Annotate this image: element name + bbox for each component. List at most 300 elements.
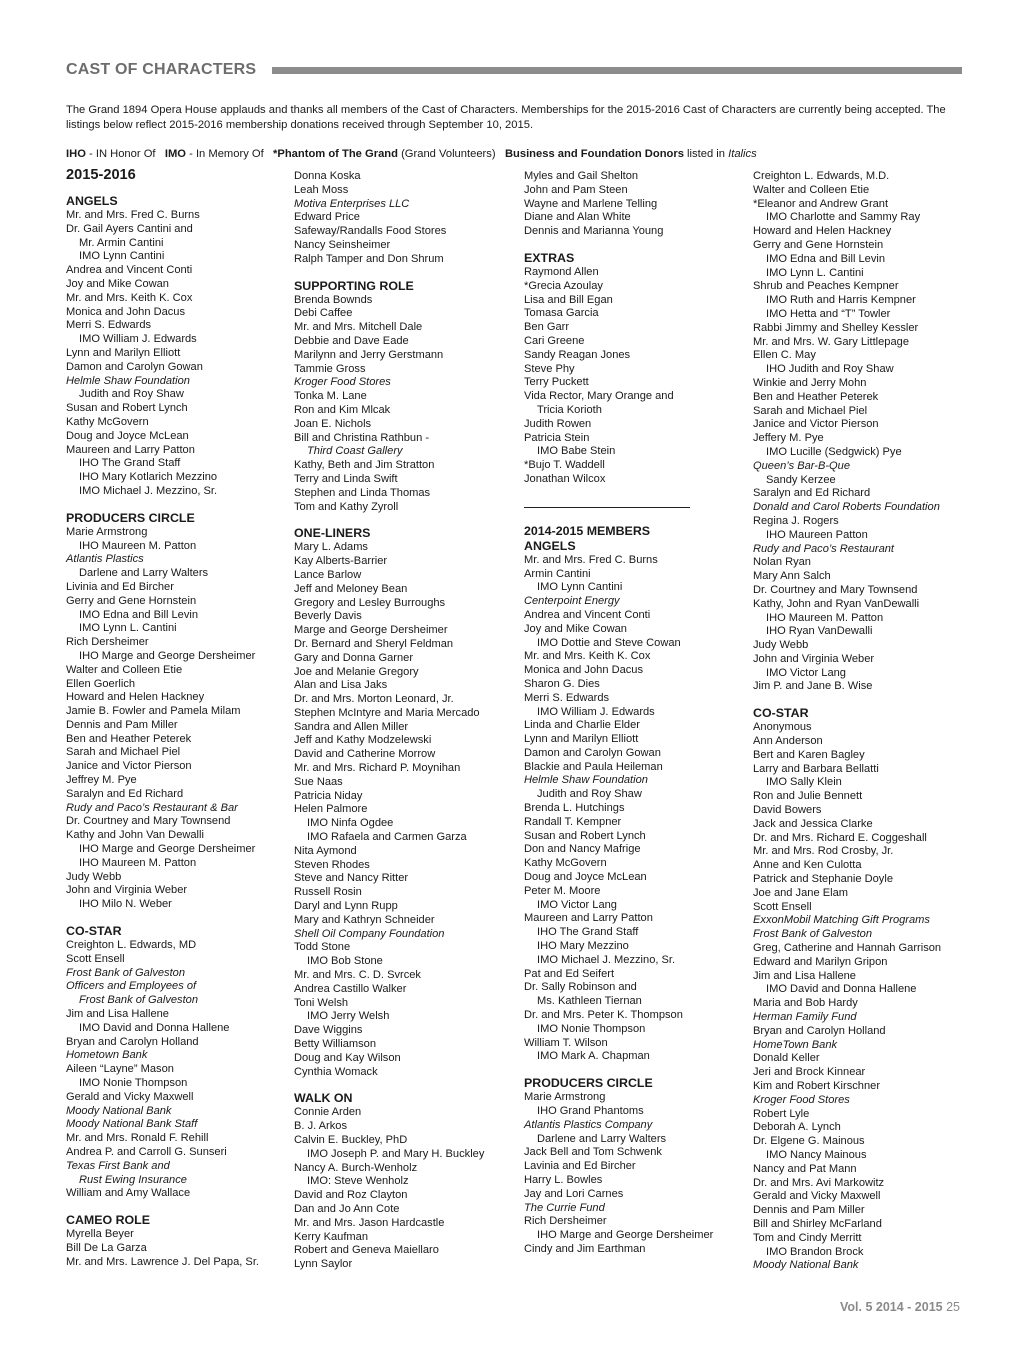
donor-entry: Dr. Sally Robinson and <box>524 981 637 994</box>
column-4 <box>753 170 975 1273</box>
donor-entry: Gerry and Gene Hornstein <box>66 594 197 607</box>
page-footer <box>840 1300 960 1314</box>
donor-honoree-entry: IHO Maureen M. Patton <box>79 856 197 869</box>
donor-entry: Kathy and John Van Dewalli <box>66 829 204 842</box>
donor-entry: Janice and Victor Pierson <box>66 760 192 773</box>
donor-entry: Tonka M. Lane <box>294 390 367 403</box>
donor-entry: Sarah and Michael Piel <box>66 746 181 759</box>
donor-entry: Dan and Jo Ann Cote <box>294 1202 400 1215</box>
donor-entry: Daryl and Lynn Rupp <box>294 900 398 913</box>
donor-entry: Helmle Shaw Foundation <box>524 774 648 787</box>
donor-entry: Rich Dersheimer <box>524 1215 607 1228</box>
donor-honoree-entry: Rust Ewing Insurance <box>79 1173 187 1186</box>
donor-entry: Todd Stone <box>294 941 351 954</box>
donor-entry: John and Virginia Weber <box>753 652 875 665</box>
donor-honoree-entry: IHO The Grand Staff <box>537 926 639 939</box>
donor-entry: Lavinia and Ed Bircher <box>524 1160 636 1173</box>
donor-entry: Dr. and Mrs. Avi Markowitz <box>753 1176 885 1189</box>
donor-entry: Robert and Geneva Maiellaro <box>294 1244 439 1257</box>
donor-entry: Rabbi Jimmy and Shelley Kessler <box>753 321 919 334</box>
donor-entry: Mr. and Mrs. Keith K. Cox <box>524 650 651 663</box>
donor-entry: Texas First Bank and <box>66 1159 170 1172</box>
donor-entry: Saralyn and Ed Richard <box>66 787 184 800</box>
donor-honoree-entry: IMO Hetta and “T” Towler <box>766 307 891 320</box>
donor-entry: Regina J. Rogers <box>753 514 839 527</box>
section-heading: WALK ON <box>294 1091 353 1106</box>
legend-phantom-label: *Phantom of The Grand <box>273 148 398 160</box>
donor-entry: Moody National Bank Staff <box>66 1118 198 1131</box>
donor-honoree-entry: Ms. Kathleen Tiernan <box>537 995 642 1008</box>
donor-entry: Jeff and Kathy Modzelewski <box>294 734 432 747</box>
donor-entry: Mr. and Mrs. Richard P. Moynihan <box>294 762 461 775</box>
legend <box>66 147 956 162</box>
column-3 <box>524 170 746 1257</box>
donor-entry: Tomasa Garcia <box>524 307 599 320</box>
legend-business-label: Business and Foundation Donors <box>504 148 684 160</box>
donor-entry: Sue Naas <box>294 775 343 788</box>
donor-entry: Mary and Kathryn Schneider <box>294 913 435 926</box>
donor-entry: Mr. and Mrs. Jason Hardcastle <box>294 1216 445 1229</box>
donor-honoree-entry: IMO Victor Lang <box>537 898 617 911</box>
section-heading: ANGELS <box>66 194 118 208</box>
donor-entry: Joy and Mike Cowan <box>524 622 627 635</box>
page-header <box>66 58 962 82</box>
donor-honoree-entry: IMO Nonie Thompson <box>79 1077 188 1090</box>
donor-entry: Maria and Bob Hardy <box>753 997 858 1010</box>
donor-entry: Donald and Carol Roberts Foundation <box>753 501 940 514</box>
donor-entry: Russell Rosin <box>294 886 362 899</box>
donor-entry: Ron and Julie Bennett <box>753 790 863 803</box>
donor-entry: Brenda L. Hutchings <box>524 802 625 815</box>
section-heading: CO-STAR <box>753 706 809 721</box>
donor-entry: Atlantis Plastics Company <box>524 1118 653 1131</box>
donor-entry: Scott Ensell <box>66 952 125 965</box>
donor-entry: Moody National Bank <box>66 1104 172 1117</box>
section-heading: PRODUCERS CIRCLE <box>66 510 195 525</box>
donor-entry: Walter and Colleen Etie <box>753 183 870 196</box>
donor-entry: Steven Rhodes <box>294 858 370 871</box>
donor-honoree-entry: IMO William J. Edwards <box>79 333 197 346</box>
donor-entry: Kathy, Beth and Jim Stratton <box>294 459 435 472</box>
section-heading: SUPPORTING ROLE <box>294 278 414 293</box>
donor-entry: Kathy McGovern <box>524 857 607 870</box>
donor-entry: Patricia Stein <box>524 431 590 444</box>
donor-entry: Linda and Charlie Elder <box>524 719 640 732</box>
donor-entry: Rudy and Paco’s Restaurant <box>753 542 895 555</box>
donor-honoree-entry: IMO Lynn L. Cantini <box>79 622 177 635</box>
donor-entry: Jack and Jessica Clarke <box>753 817 873 830</box>
donor-honoree-entry: IMO David and Donna Hallene <box>79 1021 230 1034</box>
donor-honoree-entry: IHO Grand Phantoms <box>537 1105 644 1118</box>
donor-honoree-entry: Judith and Roy Shaw <box>79 388 184 401</box>
donor-entry: Ellen C. May <box>753 349 816 362</box>
donor-entry: Sandy Reagan Jones <box>524 348 631 361</box>
donor-honoree-entry: IMO William J. Edwards <box>537 705 655 718</box>
donor-honoree-entry: IMO Babe Stein <box>537 445 616 458</box>
donor-entry: Jeffery M. Pye <box>753 432 824 445</box>
donor-honoree-entry: IMO Ruth and Harris Kempner <box>766 294 916 307</box>
donor-entry: Dennis and Marianna Young <box>524 225 664 238</box>
donor-entry: Mary Ann Salch <box>753 570 831 583</box>
donor-honoree-entry: IHO The Grand Staff <box>79 457 181 470</box>
footer-volume: Vol. 5 2014 - 2015 <box>839 1300 943 1314</box>
donor-entry: Maureen and Larry Patton <box>66 443 195 456</box>
donor-entry: Beverly Davis <box>294 610 362 623</box>
donor-entry: Doug and Kay Wilson <box>294 1051 401 1064</box>
donor-honoree-entry: IMO Brandon Brock <box>766 1245 864 1258</box>
donor-entry: Cynthia Womack <box>294 1065 378 1078</box>
donor-entry: HomeTown Bank <box>753 1038 838 1051</box>
donor-entry: Safeway/Randalls Food Stores <box>294 225 447 238</box>
header-rule <box>264 67 962 74</box>
donor-entry: Rich Dersheimer <box>66 636 149 649</box>
donor-entry: Harry L. Bowles <box>524 1174 603 1186</box>
donor-honoree-entry: IHO Marge and George Dersheimer <box>537 1229 714 1242</box>
column-1 <box>66 167 288 1270</box>
donor-entry: Nita Aymond <box>294 844 357 857</box>
donor-honoree-entry: Darlene and Larry Walters <box>79 567 209 580</box>
donor-entry: Greg, Catherine and Hannah Garrison <box>753 942 942 955</box>
donor-entry: Shrub and Peaches Kempner <box>753 280 899 293</box>
donor-entry: Jeffrey M. Pye <box>66 774 137 787</box>
donor-entry: Judith Rowen <box>524 417 592 430</box>
donor-entry: Mr. and Mrs. Rod Crosby, Jr. <box>753 845 894 858</box>
donor-entry: Vida Rector, Mary Orange and <box>524 390 674 403</box>
donor-entry: Debbie and Dave Eade <box>294 334 409 347</box>
donor-entry: Lynn and Marilyn Elliott <box>524 733 639 746</box>
donor-entry: Cari Greene <box>524 334 585 347</box>
donor-entry: Hometown Bank <box>66 1049 148 1062</box>
donor-entry: John and Virginia Weber <box>66 884 188 897</box>
legend-business-text: listed in <box>683 148 729 160</box>
donor-entry: Gerry and Gene Hornstein <box>753 238 884 251</box>
donor-entry: Gerald and Vicky Maxwell <box>753 1190 881 1203</box>
donor-honoree-entry: IMO Mark A. Chapman <box>537 1050 650 1063</box>
donor-honoree-entry: IMO Jerry Welsh <box>307 1010 390 1023</box>
donor-entry: Ralph Tamper and Don Shrum <box>294 252 444 265</box>
donor-entry: Joe and Jane Elam <box>753 886 848 899</box>
donor-honoree-entry: IMO Victor Lang <box>766 666 846 679</box>
donor-entry: Kroger Food Stores <box>753 1093 850 1106</box>
donor-entry: Mr. and Mrs. Lawrence J. Del Papa, Sr. <box>66 1255 259 1268</box>
donor-entry: Nolan Ryan <box>753 556 811 569</box>
donor-honoree-entry: Sandy Kerzee <box>766 473 836 486</box>
year-heading: 2015-2016 <box>66 167 136 183</box>
donor-entry: Lance Barlow <box>294 568 362 581</box>
donor-entry: Dr. Courtney and Mary Townsend <box>753 583 918 596</box>
donor-entry: Marilynn and Jerry Gerstmann <box>294 348 444 361</box>
donor-entry: Sarah and Michael Piel <box>753 404 868 417</box>
donor-entry: Nancy and Pat Mann <box>753 1162 857 1175</box>
section-heading: EXTRAS <box>524 250 575 265</box>
donor-entry: Jay and Lori Carnes <box>524 1187 624 1200</box>
section-heading: CO-STAR <box>66 924 122 939</box>
donor-honoree-entry: IMO Nancy Mainous <box>766 1148 867 1161</box>
donor-entry: Dennis and Pam Miller <box>66 718 178 731</box>
donor-entry: Howard and Helen Hackney <box>753 225 892 238</box>
donor-honoree-entry: IHO Marge and George Dersheimer <box>79 843 256 856</box>
donor-entry: Joan E. Nichols <box>294 417 372 430</box>
donor-entry: Tammie Gross <box>294 362 366 375</box>
donor-honoree-entry: IHO Maureen M. Patton <box>766 611 884 624</box>
donor-entry: Dr. and Mrs. Richard E. Coggeshall <box>753 831 927 844</box>
donor-entry: Atlantis Plastics <box>66 553 144 566</box>
donor-entry: Gerald and Vicky Maxwell <box>66 1090 194 1103</box>
donor-entry: Calvin E. Buckley, PhD <box>294 1134 408 1146</box>
donor-entry: Diane and Alan White <box>524 211 631 224</box>
donor-entry: Rudy and Paco’s Restaurant & Bar <box>66 801 238 814</box>
donor-entry: Nancy Seinsheimer <box>294 238 391 251</box>
donor-honoree-entry: IMO Lucille (Sedgwick) Pye <box>766 445 902 458</box>
donor-entry: Betty Williamson <box>294 1038 376 1051</box>
donor-entry: Patrick and Stephanie Doyle <box>753 873 893 886</box>
donor-entry: Andrea and Vincent Conti <box>66 264 193 277</box>
donor-entry: *Bujo T. Waddell <box>524 459 605 472</box>
donor-entry: B. J. Arkos <box>294 1120 348 1133</box>
donor-entry: Merri S. Edwards <box>66 319 152 332</box>
donor-entry: Bert and Karen Bagley <box>753 748 865 761</box>
donor-entry: The Currie Fund <box>524 1201 605 1214</box>
donor-entry: Howard and Helen Hackney <box>66 691 205 704</box>
donor-entry: Herman Family Fund <box>753 1011 857 1024</box>
donor-entry: Alan and Lisa Jaks <box>294 679 388 692</box>
donor-entry: Sharon G. Dies <box>524 677 600 690</box>
donor-honoree-entry: IMO Nonie Thompson <box>537 1022 646 1035</box>
donor-entry: Jim P. and Jane B. Wise <box>753 680 873 693</box>
donor-entry: Steve Phy <box>524 362 575 375</box>
donor-entry: Dr. Gail Ayers Cantini and <box>66 222 193 235</box>
donor-honoree-entry: IMO Lynn Cantini <box>79 250 165 263</box>
donor-entry: Cindy and Jim Earthman <box>524 1242 646 1255</box>
donor-entry: Scott Ensell <box>753 900 812 913</box>
donor-honoree-entry: IHO Mary Mezzino <box>537 940 629 953</box>
donor-entry: Helen Palmore <box>294 803 368 816</box>
donor-honoree-entry: IMO: Steve Wenholz <box>307 1175 409 1188</box>
donor-entry: Terry Puckett <box>524 376 589 389</box>
donor-entry: ExxonMobil Matching Gift Programs <box>753 914 930 927</box>
donor-honoree-entry: IMO Ninfa Ogdee <box>307 817 394 830</box>
donor-entry: Dr. and Mrs. Morton Leonard, Jr. <box>294 693 454 706</box>
donor-entry: Patricia Niday <box>294 789 363 802</box>
donor-entry: David and Catherine Morrow <box>294 748 436 761</box>
donor-entry: Donna Koska <box>294 170 361 182</box>
donor-entry: Creighton L. Edwards, MD <box>66 939 197 952</box>
donor-honoree-entry: Mr. Armin Cantini <box>79 236 164 249</box>
donor-entry: Kerry Kaufman <box>294 1230 368 1243</box>
donor-entry: Toni Welsh <box>294 996 349 1009</box>
donor-entry: Kroger Food Stores <box>294 376 391 389</box>
donor-honoree-entry: Judith and Roy Shaw <box>537 788 642 801</box>
donor-entry: Brenda Bownds <box>294 293 373 306</box>
donor-entry: Mr. and Mrs. Keith K. Cox <box>66 291 193 304</box>
donor-entry: William T. Wilson <box>524 1036 608 1049</box>
donor-entry: Janice and Victor Pierson <box>753 418 879 431</box>
legend-iho-text: - IN Honor Of <box>85 148 156 160</box>
column-2 <box>294 170 516 1272</box>
donor-entry: Helmle Shaw Foundation <box>66 374 190 387</box>
legend-italics-word: Italics <box>728 148 757 160</box>
legend-iho-abbr: IHO <box>66 148 86 160</box>
donor-entry: Pat and Ed Seifert <box>524 967 615 980</box>
donor-entry: Don and Nancy Mafrige <box>524 843 641 856</box>
donor-honoree-entry: IMO Lynn L. Cantini <box>766 266 864 279</box>
donor-entry: Anne and Ken Culotta <box>753 859 862 872</box>
donor-honoree-entry: Darlene and Larry Walters <box>537 1132 667 1145</box>
donor-entry: Susan and Robert Lynch <box>524 829 646 842</box>
donor-honoree-entry: IMO David and Donna Hallene <box>766 983 917 996</box>
donor-entry: Mr. and Mrs. Fred C. Burns <box>66 209 200 221</box>
donor-entry: Connie Arden <box>294 1106 362 1119</box>
donor-entry: Donald Keller <box>753 1052 820 1065</box>
donor-entry: Steve and Nancy Ritter <box>294 872 409 885</box>
donor-entry: Queen’s Bar-B-Que <box>753 459 851 472</box>
donor-entry: Bill and Shirley McFarland <box>753 1217 882 1230</box>
donor-entry: Deborah A. Lynch <box>753 1121 841 1134</box>
donor-entry: Blackie and Paula Heileman <box>524 760 663 773</box>
donor-entry: Leah Moss <box>294 183 349 196</box>
donor-entry: William and Amy Wallace <box>66 1187 191 1200</box>
legend-imo-abbr: IMO <box>164 148 186 160</box>
donor-entry: Lisa and Bill Egan <box>524 293 613 306</box>
donor-entry: Doug and Joyce McLean <box>524 871 647 884</box>
donor-entry: Tom and Kathy Zyroll <box>294 500 399 513</box>
donor-entry: Dr. Bernard and Sheryl Feldman <box>294 637 454 650</box>
donor-entry: Livinia and Ed Bircher <box>66 580 174 593</box>
donor-entry: Debi Caffee <box>294 307 353 320</box>
donor-entry: Officers and Employees of <box>66 980 197 993</box>
donor-entry: Raymond Allen <box>524 265 599 278</box>
donor-honoree-entry: IHO Maureen Patton <box>766 528 868 541</box>
donor-entry: Wayne and Marlene Telling <box>524 197 658 210</box>
donor-entry: Kathy McGovern <box>66 415 149 428</box>
donor-honoree-entry: IMO Edna and Bill Levin <box>79 608 199 621</box>
donor-honoree-entry: IHO Maureen M. Patton <box>79 539 197 552</box>
donor-honoree-entry: IMO Bob Stone <box>307 955 383 968</box>
legend-phantom-text: (Grand Volunteers) <box>397 148 496 160</box>
donor-entry: Aileen “Layne” Mason <box>66 1063 174 1076</box>
donor-entry: Mary L. Adams <box>294 541 368 554</box>
donor-entry: Ben Garr <box>524 321 570 334</box>
section-heading: ONE-LINERS <box>294 526 371 541</box>
donor-entry: Ben and Heather Peterek <box>66 732 192 745</box>
donor-entry: Myrella Beyer <box>66 1228 134 1241</box>
donor-entry: Dave Wiggins <box>294 1024 363 1037</box>
donor-honoree-entry: IMO Edna and Bill Levin <box>766 252 886 265</box>
donor-entry: Susan and Robert Lynch <box>66 402 188 415</box>
donor-entry: Walter and Colleen Etie <box>66 663 183 676</box>
donor-entry: Winkie and Jerry Mohn <box>753 376 867 389</box>
donor-entry: Jim and Lisa Hallene <box>66 1008 169 1021</box>
donor-entry: Mr. and Mrs. C. D. Svrcek <box>294 969 421 982</box>
donor-entry: Marie Armstrong <box>524 1091 606 1104</box>
donor-entry: Jim and Lisa Hallene <box>753 969 856 982</box>
donor-honoree-entry: IHO Milo N. Weber <box>79 898 172 911</box>
donor-entry: Bill De La Garza <box>66 1241 147 1254</box>
donor-entry: Andrea P. and Carroll G. Sunseri <box>66 1146 227 1158</box>
donor-entry: Marie Armstrong <box>66 525 148 538</box>
donor-entry: Kay Alberts-Barrier <box>294 555 388 568</box>
donor-entry: John and Pam Steen <box>524 183 628 196</box>
donor-entry: Merri S. Edwards <box>524 691 610 704</box>
donor-entry: Motiva Enterprises LLC <box>294 197 410 210</box>
donor-honoree-entry: IHO Marge and George Dersheimer <box>79 649 256 662</box>
donor-entry: *Eleanor and Andrew Grant <box>753 197 889 210</box>
donor-honoree-entry: IMO Sally Klein <box>766 776 842 789</box>
donor-entry: Creighton L. Edwards, M.D. <box>753 170 890 182</box>
donor-entry: Joe and Melanie Gregory <box>294 665 419 678</box>
donor-honoree-entry: IMO Rafaela and Carmen Garza <box>307 831 467 844</box>
donor-entry: Stephen and Linda Thomas <box>294 486 431 499</box>
section-heading: 2014-2015 MEMBERS <box>524 523 651 538</box>
donor-entry: Sandra and Allen Miller <box>294 720 409 733</box>
donor-honoree-entry: IMO Michael J. Mezzino, Sr. <box>79 484 218 497</box>
donor-entry: Damon and Carolyn Gowan <box>524 746 661 759</box>
donor-entry: Shell Oil Company Foundation <box>294 927 445 940</box>
donor-entry: Stephen McIntyre and Maria Mercado <box>294 706 480 719</box>
donor-entry: Peter M. Moore <box>524 884 601 897</box>
donor-entry: Jamie B. Fowler and Pamela Milam <box>66 705 241 718</box>
donor-entry: Andrea Castillo Walker <box>294 982 407 995</box>
legend-imo-text: - In Memory Of <box>186 148 264 160</box>
page-title: CAST OF CHARACTERS <box>66 58 272 82</box>
donor-entry: David and Roz Clayton <box>294 1189 408 1202</box>
donor-entry: Gary and Donna Garner <box>294 651 414 664</box>
section-heading: ANGELS <box>524 538 576 553</box>
donor-entry: Terry and Linda Swift <box>294 472 398 485</box>
donor-honoree-entry: IHO Judith and Roy Shaw <box>766 363 894 376</box>
donor-entry: Centerpoint Energy <box>524 595 620 608</box>
donor-honoree-entry: IMO Joseph P. and Mary H. Buckley <box>307 1147 485 1160</box>
donor-entry: Monica and John Dacus <box>66 305 186 318</box>
donor-honoree-entry: IMO Michael J. Mezzino, Sr. <box>537 953 676 966</box>
donor-entry: Monica and John Dacus <box>524 664 644 677</box>
donor-entry: Anonymous <box>753 721 812 734</box>
donor-entry: Edward and Marilyn Gripon <box>753 955 888 968</box>
donor-entry: *Grecia Azoulay <box>524 279 603 292</box>
donor-entry: Mr. and Mrs. Fred C. Burns <box>524 553 658 566</box>
donor-entry: Jeri and Brock Kinnear <box>753 1066 866 1079</box>
donor-entry: Moody National Bank <box>753 1259 859 1272</box>
donor-entry: Dr. Elgene G. Mainous <box>753 1135 865 1148</box>
donor-entry: Andrea and Vincent Conti <box>524 608 651 621</box>
donor-entry: Jack Bell and Tom Schwenk <box>524 1146 662 1159</box>
donor-entry: Marge and George Dersheimer <box>294 624 448 637</box>
donor-entry: Frost Bank of Galveston <box>753 928 873 941</box>
donor-entry: Jonathan Wilcox <box>524 472 606 485</box>
donor-entry: Dr. Courtney and Mary Townsend <box>66 815 231 828</box>
donor-honoree-entry: IHO Ryan VanDewalli <box>766 625 873 638</box>
donor-entry: Bryan and Carolyn Holland <box>66 1035 199 1048</box>
section-divider <box>524 507 690 508</box>
donor-entry: Nancy A. Burch-Wenholz <box>294 1161 418 1174</box>
donor-entry: Lynn and Marilyn Elliott <box>66 346 181 359</box>
donor-entry: Armin Cantini <box>524 567 591 580</box>
donor-entry: Kathy, John and Ryan VanDewalli <box>753 597 920 610</box>
donor-entry: Myles and Gail Shelton <box>524 170 639 182</box>
donor-entry: Ann Anderson <box>753 735 823 748</box>
donor-entry: Larry and Barbara Bellatti <box>753 762 879 775</box>
donor-entry: Ben and Heather Peterek <box>753 390 879 403</box>
donor-honoree-entry: Third Coast Gallery <box>307 445 403 458</box>
donor-entry: Damon and Carolyn Gowan <box>66 360 203 373</box>
donor-entry: Bryan and Carolyn Holland <box>753 1024 886 1037</box>
donor-entry: Kim and Robert Kirschner <box>753 1080 881 1092</box>
intro-paragraph: The Grand 1894 Opera House applauds and thanks all members of the Cast of Characters. Memberships for the 2015-2016 Cast of Characters are currently being accepted. The listings below reflect 2015-2016 membership donations received through September 10, 2015. <box>66 104 946 131</box>
section-heading: PRODUCERS CIRCLE <box>524 1076 653 1091</box>
donor-entry: Jeff and Meloney Bean <box>294 582 408 595</box>
donor-entry: Ellen Goerlich <box>66 677 136 690</box>
donor-entry: Ron and Kim Mlcak <box>294 403 391 416</box>
